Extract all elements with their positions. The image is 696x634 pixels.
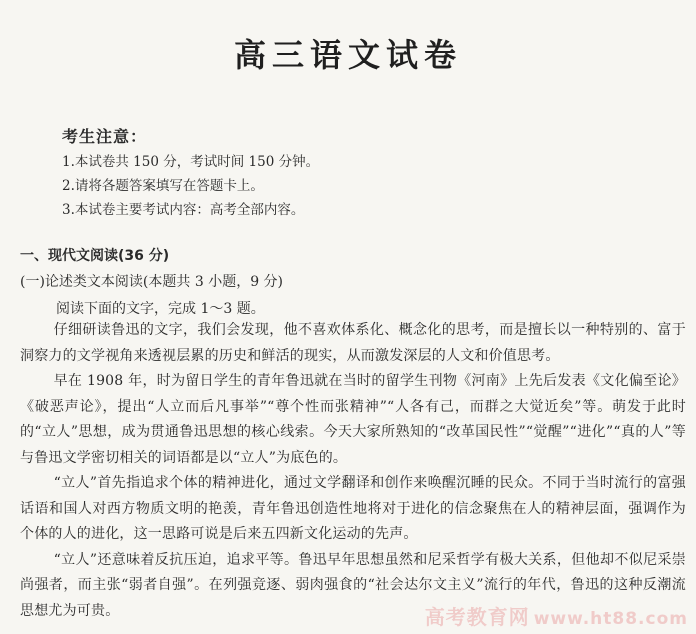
reading-instruction: 阅读下面的文字，完成 1～3 题。 (56, 301, 265, 317)
watermark-url: www.ht88.com (533, 609, 688, 629)
notice-item: 3.本试卷主要考试内容：高考全部内容。 (62, 202, 305, 218)
passage-paragraph: 早在 1908 年，时为留日学生的青年鲁迅就在当时的留学生刊物《河南》上先后发表《文化偏至论》《破恶声论》，提出“人立而后凡事举”“尊个性而张精神”“人各有己，而群之大觉近矣”等。萌发于此时的“立人”思想，成为贯通鲁迅思想的核心线索。今天大家所熟知的“改革国民性”“觉醒”“进化”“真的人”等与鲁迅文学密切相关的词语都是以“立人”为底色的。 (20, 373, 686, 466)
reading-passage (20, 318, 686, 624)
section-heading: 一、现代文阅读(36 分) (20, 248, 170, 264)
watermark-text: 高考教育网 (424, 605, 530, 629)
page-title: 高三语文试卷 (233, 36, 462, 74)
notice-item: 2.请将各题答案填写在答题卡上。 (62, 178, 264, 194)
passage-paragraph: 仔细研读鲁迅的文字，我们会发现，他不喜欢体系化、概念化的思考，而是擅长以一种特别的、富于洞察力的文学视角来透视层累的历史和鲜活的现实，从而激发深层的人文和价值思考。 (20, 322, 686, 364)
passage-paragraph: “立人”首先指追求个体的精神进化，通过文学翻译和创作来唤醒沉睡的民众。不同于当时流行的富强话语和国人对西方物质文明的艳羡，青年鲁迅创造性地将对于进化的信念聚焦在人的精神层面，强调作为个体的人的进化，这一思路可说是后来五四新文化运动的先声。 (20, 475, 686, 542)
passage-paragraph: “立人”还意味着反抗压迫，追求平等。鲁迅早年思想虽然和尼采哲学有极大关系，但他却不似尼采崇尚强者，而主张“弱者自强”。在列强竞逐、弱肉强食的“社会达尔文主义”流行的年代，鲁迅的这种反潮流思想尤为可贵。 (20, 551, 686, 619)
notice-heading: 考生注意： (62, 127, 148, 146)
notice-list (62, 150, 319, 222)
watermark-logo (425, 601, 688, 630)
notice-item: 1.本试卷共 150 分，考试时间 150 分钟。 (62, 154, 320, 170)
subsection-heading: (一)论述类文本阅读(本题共 3 小题，9 分) (20, 274, 284, 290)
